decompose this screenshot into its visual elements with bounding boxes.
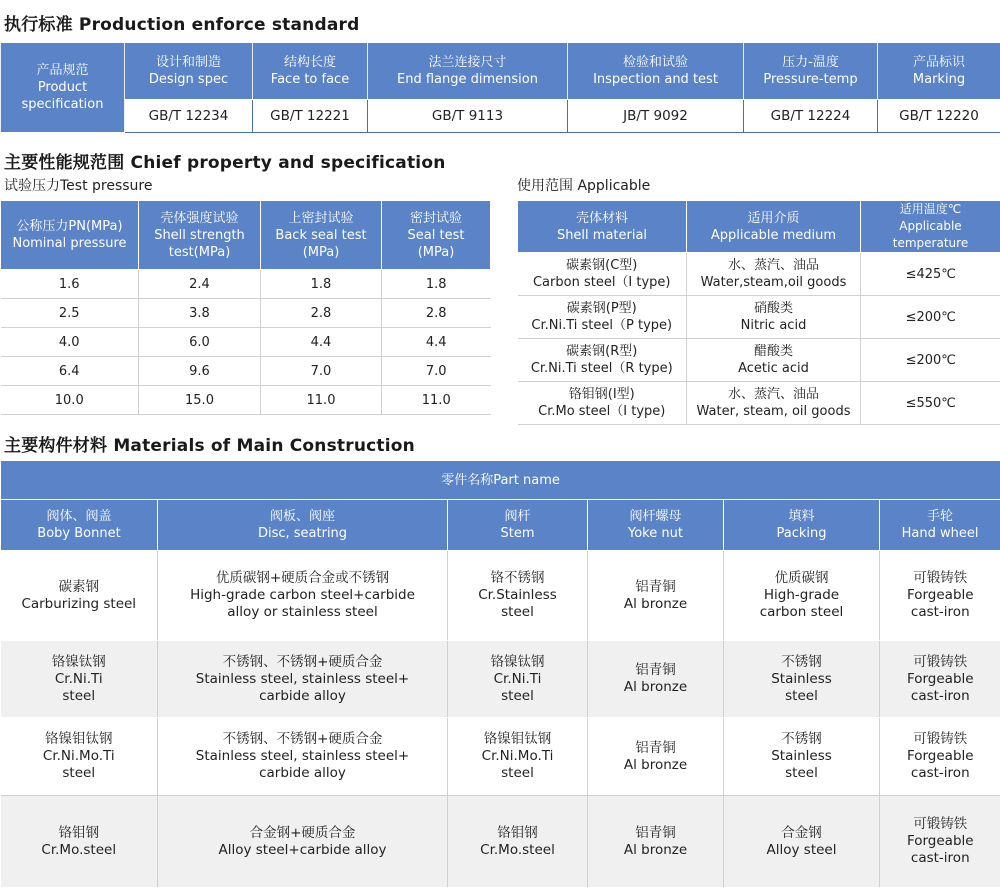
- applicable-table: [517, 200, 1000, 425]
- table-cell: 铬镍钼钛钢 Cr.Ni.Mo.Ti steel: [448, 718, 588, 796]
- table-row: [1, 43, 1000, 100]
- table-cell: 15.0: [139, 386, 261, 415]
- column-header: 阀板、阀座 Disc, seatring: [158, 500, 448, 551]
- table-row: [518, 339, 1000, 382]
- table-cell: 7.0: [382, 357, 491, 386]
- table-cell: 硝酸类 Nitric acid: [687, 296, 861, 339]
- table-cell: 不锈钢 Stainless steel: [724, 718, 880, 796]
- table-cell: 碳素钢(P型) Cr.Ni.Ti steel（P type): [518, 296, 687, 339]
- section-title-chief: 主要性能规范围 Chief property and specification: [4, 153, 446, 173]
- table-row: [1, 641, 1000, 718]
- table-cell: 11.0: [382, 386, 491, 415]
- materials-table: [0, 460, 1000, 888]
- table-cell: GB/T 12221: [253, 100, 368, 133]
- column-header: 结构长度 Face to face: [253, 43, 368, 100]
- table-cell: 水、蒸汽、油品 Water,steam,oil goods: [687, 253, 861, 296]
- table-cell: 铝青铜 Al bronze: [588, 796, 724, 888]
- table-cell: 铬镍钛钢 Cr.Ni.Ti steel: [448, 641, 588, 718]
- table-cell: 铬不锈钢 Cr.Stainless steel: [448, 551, 588, 641]
- column-header: 阀杆螺母 Yoke nut: [588, 500, 724, 551]
- column-header: 上密封试验 Back seal test (MPa): [261, 201, 382, 270]
- column-header: 压力-温度 Pressure-temp: [744, 43, 878, 100]
- table-cell: 可锻铸铁 Forgeable cast-iron: [880, 641, 1000, 718]
- column-header: 阀体、阀盖 Boby Bonnet: [1, 500, 158, 551]
- table-cell: 11.0: [261, 386, 382, 415]
- column-header: 产品标识 Marking: [878, 43, 1000, 100]
- table-cell: 6.4: [1, 357, 139, 386]
- table-cell: 1.6: [1, 270, 139, 299]
- table-cell: ≤200℃: [861, 339, 1000, 382]
- table-row: [1, 100, 1000, 133]
- table-cell: 铬钼钢 Cr.Mo.steel: [448, 796, 588, 888]
- table-cell: 4.4: [261, 328, 382, 357]
- subtitle-test-pressure: 试验压力Test pressure: [4, 178, 153, 194]
- table-row: [1, 299, 491, 328]
- subtitle-applicable: 使用范围 Applicable: [517, 178, 651, 194]
- enforce-standard-table: [0, 42, 1000, 133]
- table-cell: ≤550℃: [861, 382, 1000, 425]
- section-title-enforce: 执行标准 Production enforce standard: [4, 15, 360, 35]
- table-row: [518, 201, 1000, 253]
- table-cell: GB/T 12224: [744, 100, 878, 133]
- table-row: [1, 551, 1000, 641]
- table-row: [1, 357, 491, 386]
- column-header: 填料 Packing: [724, 500, 880, 551]
- table-cell: 可锻铸铁 Forgeable cast-iron: [880, 796, 1000, 888]
- column-header: 适用介质 Applicable medium: [687, 201, 861, 253]
- section-title-materials: 主要构件材料 Materials of Main Construction: [4, 436, 415, 456]
- column-header: 阀杆 Stem: [448, 500, 588, 551]
- table-row: [1, 270, 491, 299]
- table-cell: 醋酸类 Acetic acid: [687, 339, 861, 382]
- column-header: 手轮 Hand wheel: [880, 500, 1000, 551]
- table-cell: 优质碳钢+硬质合金或不锈钢 High-grade carbon steel+carbide alloy or stainless steel: [158, 551, 448, 641]
- test-pressure-table: [0, 200, 491, 415]
- table-cell: 不锈钢、不锈钢+硬质合金 Stainless steel, stainless steel+ carbide alloy: [158, 718, 448, 796]
- table-row: [1, 461, 1000, 500]
- table-cell: GB/T 12234: [125, 100, 253, 133]
- table-cell: 6.0: [139, 328, 261, 357]
- table-cell: 2.5: [1, 299, 139, 328]
- table-cell: 优质碳钢 High-grade carbon steel: [724, 551, 880, 641]
- table-row: [1, 386, 491, 415]
- table-cell: 铬钼钢(I型) Cr.Mo steel（I type): [518, 382, 687, 425]
- table-row: [1, 201, 491, 270]
- table-cell: 铝青铜 Al bronze: [588, 641, 724, 718]
- column-header: 公称压力PN(MPa) Nominal pressure: [1, 201, 139, 270]
- table-cell: 合金钢 Alloy steel: [724, 796, 880, 888]
- table-cell: 可锻铸铁 Forgeable cast-iron: [880, 718, 1000, 796]
- column-header: 密封试验 Seal test (MPa): [382, 201, 491, 270]
- table-cell: 碳素钢(C型) Carbon steel（I type): [518, 253, 687, 296]
- column-header: 壳体强度试验 Shell strength test(MPa): [139, 201, 261, 270]
- table-cell: 3.8: [139, 299, 261, 328]
- table-row: [1, 500, 1000, 551]
- part-name-header: 零件名称Part name: [1, 461, 1000, 500]
- table-cell: 1.8: [261, 270, 382, 299]
- table-cell: 不锈钢 Stainless steel: [724, 641, 880, 718]
- table-cell: 碳素钢(R型) Cr.Ni.Ti steel（R type): [518, 339, 687, 382]
- table-cell: 不锈钢、不锈钢+硬质合金 Stainless steel, stainless steel+ carbide alloy: [158, 641, 448, 718]
- table-cell: 2.4: [139, 270, 261, 299]
- table-cell: 合金钢+硬质合金 Alloy steel+carbide alloy: [158, 796, 448, 888]
- table-cell: 铬钼钢 Cr.Mo.steel: [1, 796, 158, 888]
- column-header: 检验和试验 Inspection and test: [568, 43, 744, 100]
- table-cell: ≤425℃: [861, 253, 1000, 296]
- table-cell: 4.0: [1, 328, 139, 357]
- table-cell: 碳素钢 Carburizing steel: [1, 551, 158, 641]
- table-cell: GB/T 12220: [878, 100, 1000, 133]
- table-cell: 9.6: [139, 357, 261, 386]
- table-cell: 4.4: [382, 328, 491, 357]
- table-row: [518, 296, 1000, 339]
- table-cell: JB/T 9092: [568, 100, 744, 133]
- table-cell: 1.8: [382, 270, 491, 299]
- table-row: [518, 382, 1000, 425]
- column-header: 设计和制造 Design spec: [125, 43, 253, 100]
- table-cell: 10.0: [1, 386, 139, 415]
- table-row: [1, 718, 1000, 796]
- table-cell: 铝青铜 Al bronze: [588, 718, 724, 796]
- column-header: 适用温度℃ Applicable temperature: [861, 201, 1000, 253]
- table-cell: 2.8: [261, 299, 382, 328]
- column-header: 壳体材料 Shell material: [518, 201, 687, 253]
- column-header: 法兰连接尺寸 End flange dimension: [368, 43, 568, 100]
- table-cell: GB/T 9113: [368, 100, 568, 133]
- row-header-product-spec: 产品规范 Product specification: [1, 43, 125, 133]
- table-row: [1, 328, 491, 357]
- table-cell: 2.8: [382, 299, 491, 328]
- table-row: [518, 253, 1000, 296]
- table-cell: 铬镍钛钢 Cr.Ni.Ti steel: [1, 641, 158, 718]
- table-cell: 水、蒸汽、油品 Water, steam, oil goods: [687, 382, 861, 425]
- table-cell: 可锻铸铁 Forgeable cast-iron: [880, 551, 1000, 641]
- table-cell: 铬镍钼钛钢 Cr.Ni.Mo.Ti steel: [1, 718, 158, 796]
- table-cell: 7.0: [261, 357, 382, 386]
- table-cell: 铝青铜 Al bronze: [588, 551, 724, 641]
- table-row: [1, 796, 1000, 888]
- table-cell: ≤200℃: [861, 296, 1000, 339]
